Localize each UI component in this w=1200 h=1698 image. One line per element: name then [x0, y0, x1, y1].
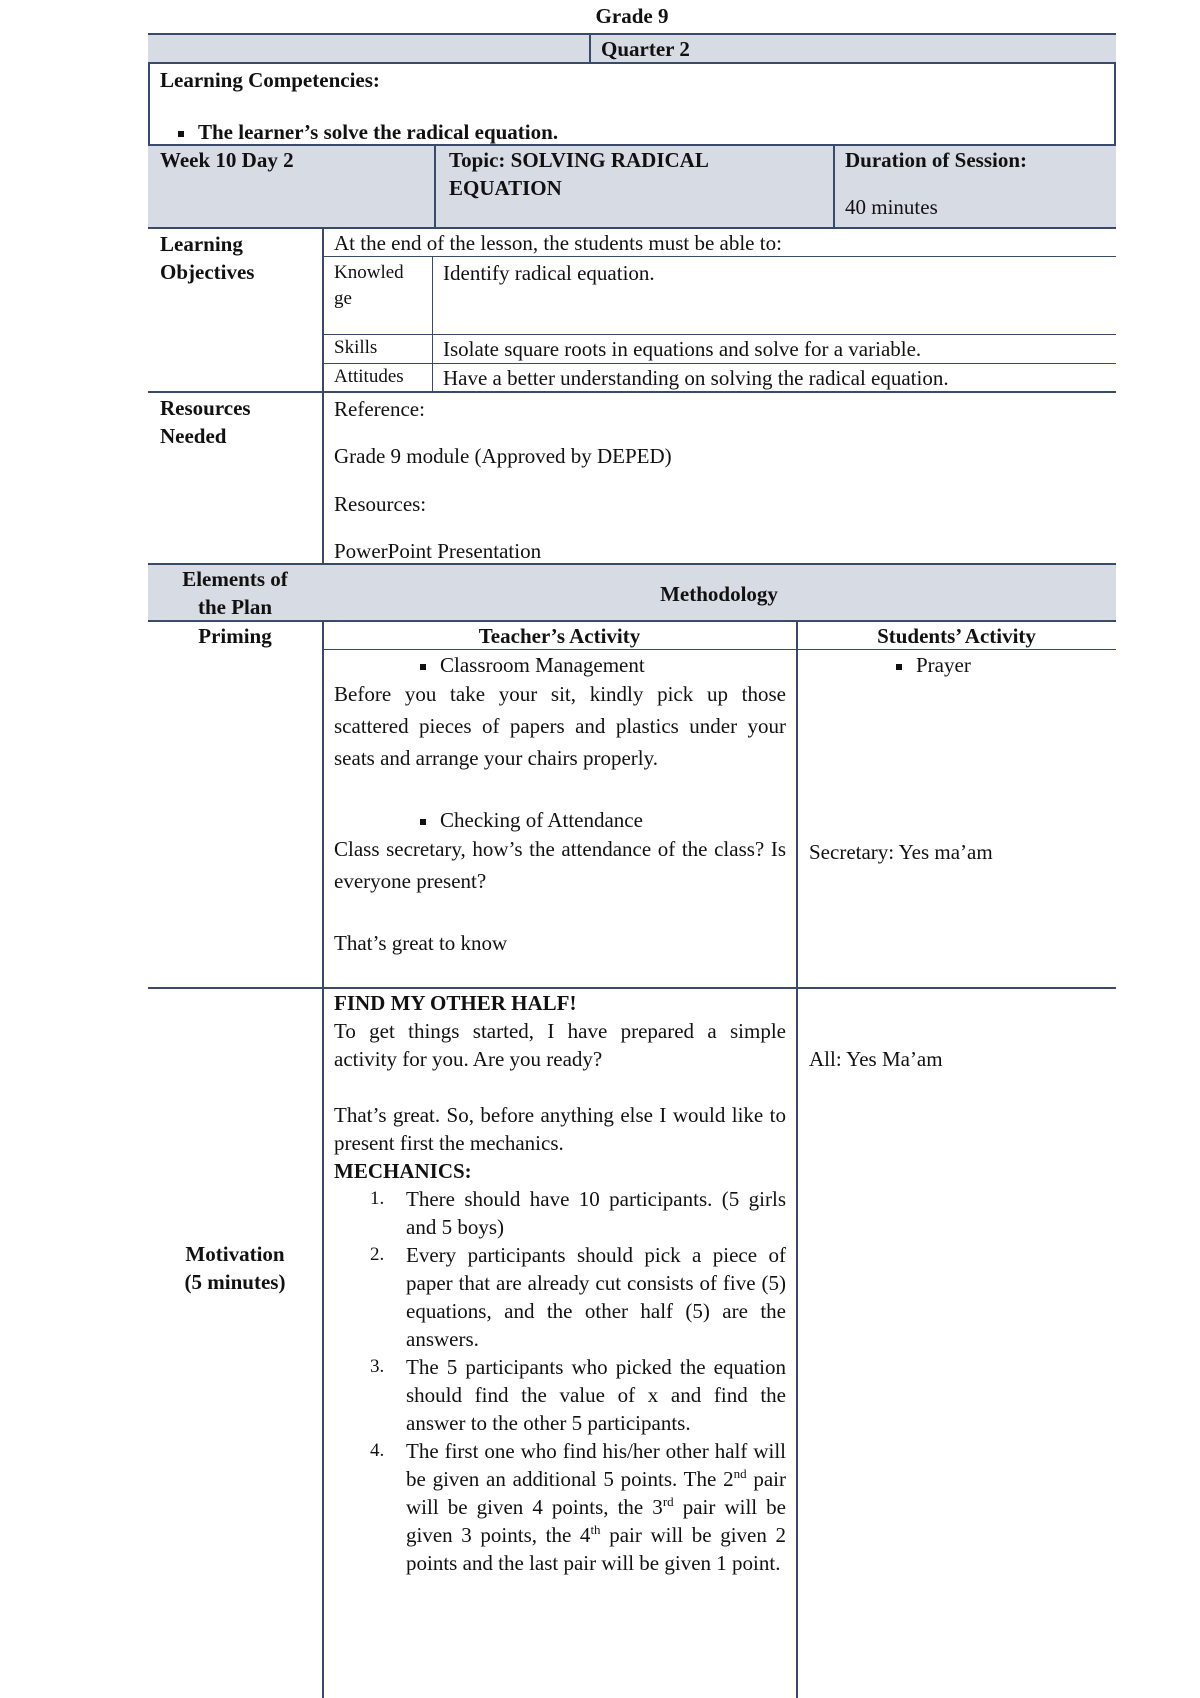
mechanics-list [370, 1185, 787, 1577]
ordinal-suffix: nd [733, 1466, 747, 1481]
students-activity-header: Students’ Activity [877, 624, 1036, 648]
objectives-intro-border [322, 256, 1116, 257]
objectives-bottom-border [148, 391, 1116, 393]
objectives-label-1: Learning [160, 232, 243, 256]
motivation-label-2: (5 minutes) [184, 1270, 286, 1294]
week-day: Week 10 Day 2 [160, 148, 294, 172]
classroom-instructions: Before you take your sit, kindly pick up those scattered pieces of papers and plastics under your seats and arrange your chairs properly. [334, 682, 786, 770]
priming-label: Priming [198, 624, 272, 648]
reference-label: Reference: [334, 397, 425, 421]
objective-skills: Isolate square roots in equations and solve for a variable. [443, 337, 922, 361]
mechanics-item-text: pair will be given 2 points and the last pair will be given 1 point. [406, 1523, 787, 1575]
competency-left-border [148, 62, 150, 146]
checking-attendance-text: Checking of Attendance [440, 808, 643, 832]
mechanics-item-text: pair will be given 4 points, the 3 [406, 1467, 787, 1519]
activity-intro: To get things started, I have prepared a simple activity for you. Are you ready? [334, 1019, 786, 1071]
great-to-know: That’s great to know [334, 931, 508, 955]
mechanics-title: MECHANICS: [334, 1159, 472, 1183]
objectives-intro: At the end of the lesson, the students must be able to: [334, 231, 782, 255]
objective-knowledge: Identify radical equation. [443, 261, 655, 285]
mechanics-item [370, 1353, 786, 1437]
competency-right-border [1114, 62, 1116, 146]
mechanics-item [370, 1437, 787, 1577]
bullet-icon [420, 819, 426, 825]
mechanics-item-number: 4. [370, 1440, 385, 1461]
ordinal-suffix: th [590, 1522, 601, 1537]
duration-value: 40 minutes [845, 195, 938, 219]
mechanics-item-text: The 5 participants who picked the equation should find the value of x and find the answer to the other 5 participants. [406, 1355, 786, 1435]
domain-skills: Skills [334, 337, 378, 358]
mechanics-item-text: There should have 10 participants. (5 girls and 5 boys) [406, 1187, 786, 1239]
prayer-text: Prayer [916, 653, 971, 677]
bullet-icon [178, 131, 184, 137]
prayer [896, 651, 971, 679]
competency-item [178, 118, 558, 146]
session-divider-2 [833, 144, 835, 228]
all-response: All: Yes Ma’am [809, 1047, 943, 1071]
elements-label-2: the Plan [197, 595, 273, 619]
resources-label-2: Needed [160, 424, 227, 448]
elements-column-divider [322, 227, 324, 1698]
objective-attitudes: Have a better understanding on solving the radical equation. [443, 366, 949, 390]
ordinal-suffix: rd [662, 1494, 674, 1509]
mechanics-item-text: pair will be given 3 points, the 4 [406, 1495, 786, 1547]
mechanics-item-number: 2. [370, 1244, 385, 1265]
topic-line-1: Topic: SOLVING RADICAL [449, 148, 709, 172]
resources-label: Resources: [334, 492, 427, 516]
methodology-label: Methodology [660, 582, 778, 606]
mechanics-item-number: 1. [370, 1188, 385, 1209]
mechanics-item-text: Every participants should pick a piece of paper that are already cut consists of five (5) equations, and the other half (5) are the answers. [406, 1243, 786, 1351]
mechanics-item [370, 1185, 786, 1241]
bullet-icon [896, 664, 902, 670]
domain-knowledge-2: ge [334, 288, 352, 309]
secretary-response: Secretary: Yes ma’am [809, 840, 993, 864]
quarter-label: Quarter 2 [601, 37, 690, 61]
mechanics-item [370, 1241, 786, 1353]
priming-bottom-border [148, 987, 1116, 989]
resources-label-1: Resources [160, 396, 251, 420]
mechanics-intro: That’s great. So, before anything else I would like to present first the mechanics. [334, 1103, 786, 1155]
bullet-icon [420, 664, 426, 670]
mechanics-item-number: 3. [370, 1356, 385, 1377]
reference-value: Grade 9 module (Approved by DEPED) [334, 444, 672, 468]
domain-attitudes: Attitudes [334, 366, 404, 387]
topic-line-2: EQUATION [449, 176, 562, 200]
duration-label: Duration of Session: [845, 148, 1028, 172]
mechanics-item-text: The first one who find his/her other half will be given an additional 5 points. The 2 [406, 1439, 786, 1491]
quarter-divider [589, 33, 591, 63]
classroom-management [420, 651, 645, 679]
attendance-question: Class secretary, how’s the attendance of the class? Is everyone present? [334, 837, 786, 893]
activity-header-border [322, 649, 1116, 650]
elements-label-1: Elements of [182, 567, 288, 591]
classroom-management-text: Classroom Management [440, 653, 645, 677]
grade-title: Grade 9 [595, 4, 669, 28]
activity-title: FIND MY OTHER HALF! [334, 991, 577, 1015]
motivation-label-1: Motivation [185, 1242, 285, 1266]
domain-knowledge-1: Knowled [334, 262, 404, 283]
session-divider-1 [434, 144, 436, 228]
teacher-activity-header: Teacher’s Activity [478, 624, 641, 648]
resources-value: PowerPoint Presentation [334, 539, 542, 563]
objectives-domain-divider [432, 256, 433, 392]
competencies-title: Learning Competencies: [160, 68, 380, 92]
objectives-label-2: Objectives [160, 260, 255, 284]
activity-column-divider [796, 620, 798, 1698]
checking-attendance [420, 806, 643, 834]
competency-text: The learner’s solve the radical equation. [198, 120, 559, 144]
